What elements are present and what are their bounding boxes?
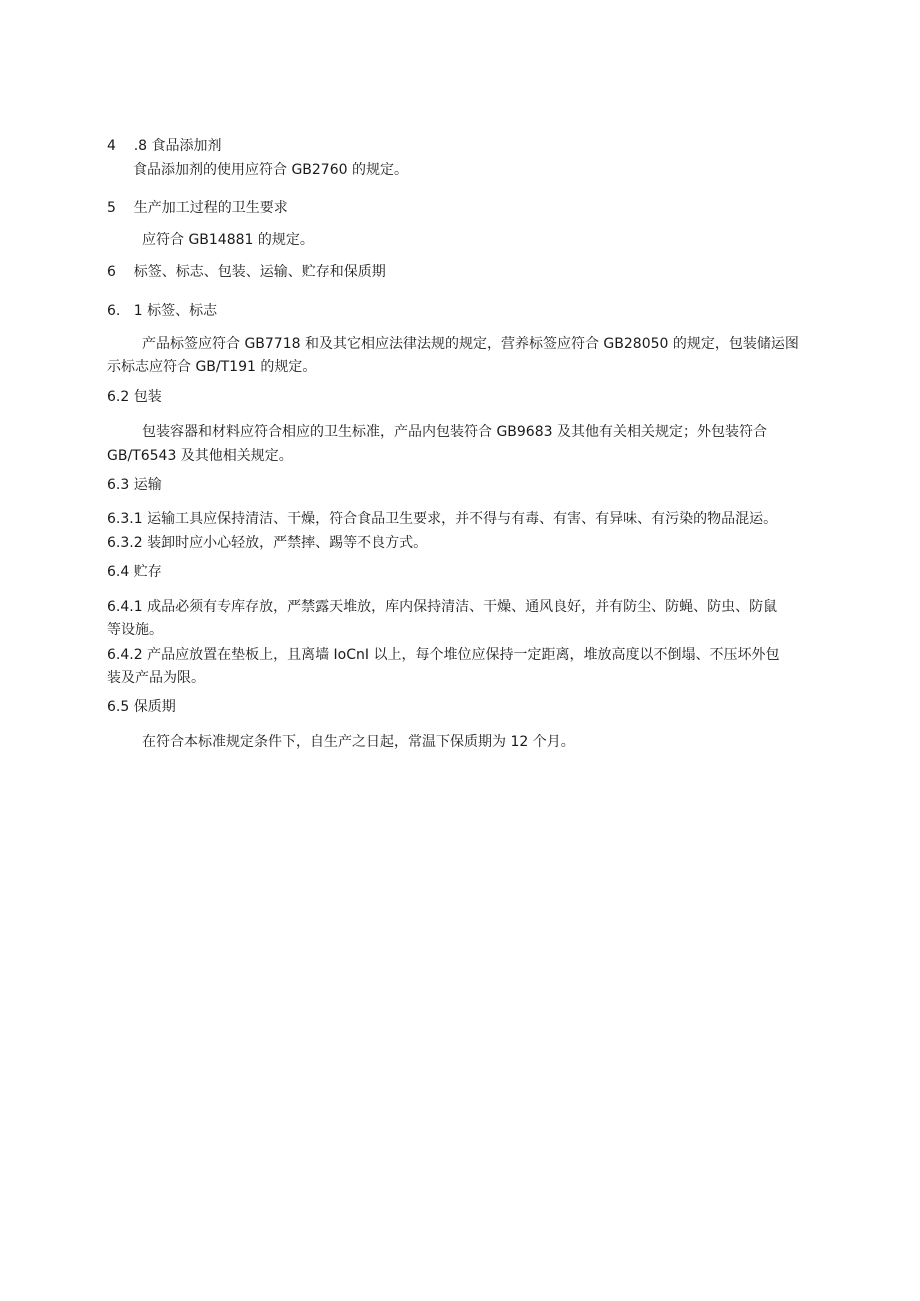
section-5-title: 生产加工过程的卫生要求	[133, 200, 288, 216]
section-6-5-body: 在符合本标准规定条件下，自生产之日起，常温下保质期为 12 个月。	[142, 734, 575, 750]
section-6-title: 标签、标志、包装、运输、贮存和保质期	[133, 264, 386, 280]
section-6-3-heading: 6.3 运输	[107, 477, 162, 493]
section-6-4-2-line2: 装及产品为限。	[107, 670, 205, 686]
section-6-4-2-line1: 6.4.2 产品应放置在垫板上，且离墙 IoCnI 以上，每个堆位应保持一定距离，堆放高度以不倒塌、不压坏外包	[107, 647, 780, 663]
section-4-8-heading	[107, 136, 222, 156]
section-6-4-1-line1: 6.4.1 成品必须有专库存放，严禁露天堆放，库内保持清洁、干燥、通风良好，并有防尘、防蝇、防虫、防鼠	[107, 599, 778, 615]
section-6-1-heading	[107, 301, 217, 321]
section-6-2-heading: 6.2 包装	[107, 389, 162, 405]
section-6-4-heading: 6.4 贮存	[107, 564, 162, 580]
section-4-8-title: .8 食品添加剂	[133, 138, 222, 154]
section-6-3-2-item: 6.3.2 装卸时应小心轻放，严禁摔、踢等不良方式。	[107, 535, 428, 551]
section-6-3-1-item: 6.3.1 运输工具应保持清洁、干燥，符合食品卫生要求，并不得与有毒、有害、有异味、有污染的物品混运。	[107, 511, 778, 527]
section-6-4-1-line2: 等设施。	[107, 622, 163, 638]
section-6-2-body-line2: GB/T6543 及其他相关规定。	[107, 448, 293, 464]
section-6-1-number: 6.	[107, 303, 121, 319]
section-4-8-body: 食品添加剂的使用应符合 GB2760 的规定。	[133, 162, 408, 178]
section-6-1-body-line1: 产品标签应符合 GB7718 和及其它相应法律法规的规定，营养标签应符合 GB28050 的规定，包装储运图	[142, 336, 799, 352]
section-6-1-title: 1 标签、标志	[133, 303, 218, 319]
section-5-heading	[107, 198, 288, 218]
section-4-8-number: 4	[107, 138, 116, 154]
section-6-2-body-line1: 包装容器和材料应符合相应的卫生标准，产品内包装符合 GB9683 及其他有关相关规定；外包装符合	[142, 424, 767, 440]
section-6-1-body-line2: 示标志应符合 GB/T191 的规定。	[107, 359, 317, 375]
section-5-number: 5	[107, 200, 116, 216]
section-6-5-heading: 6.5 保质期	[107, 699, 176, 715]
section-5-body: 应符合 GB14881 的规定。	[142, 232, 314, 248]
section-6-number: 6	[107, 264, 116, 280]
section-6-heading	[107, 262, 386, 282]
